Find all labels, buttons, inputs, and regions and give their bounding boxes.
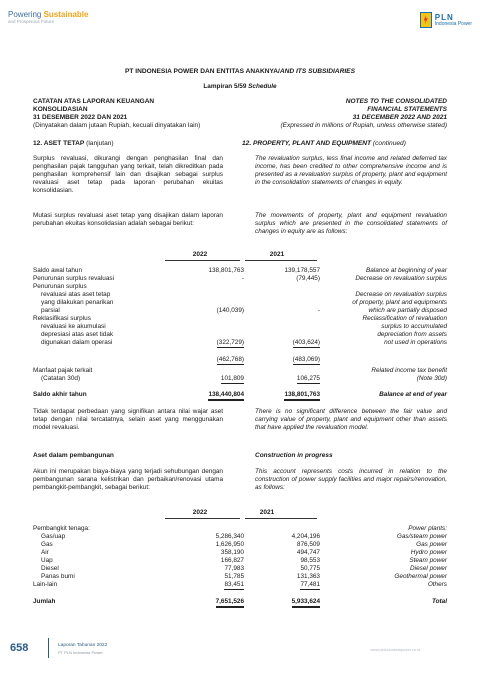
left-header-line3: 31 DESEMBER 2022 DAN 2021	[33, 114, 128, 121]
value-2021: 876,509	[296, 541, 320, 548]
table-row	[33, 581, 447, 589]
schedule-id: Lampiran 5/59	[203, 83, 249, 90]
brand-prefix: Powering	[8, 10, 44, 19]
row-label-en: Decrease on revaluation surplus	[355, 275, 447, 282]
schedule-title	[0, 83, 480, 90]
table-row	[33, 323, 447, 331]
brand-subtitle: and Prosperous Future	[8, 19, 55, 24]
year-header-2022: 2022	[192, 509, 208, 516]
section-heading-en	[242, 140, 406, 147]
table-row	[33, 331, 447, 339]
footer-divider	[48, 638, 49, 658]
table-row	[33, 367, 447, 375]
table-row	[33, 525, 447, 533]
value-2022: 5,286,340	[215, 533, 244, 540]
construction-heading-en: Construction in progress	[255, 452, 333, 459]
row-label-en: Reclassification of revaluation	[362, 315, 447, 322]
row-label: Reklasifikasi surplus	[33, 315, 91, 322]
row-label-en: Power plants:	[408, 525, 447, 532]
left-header-line4: (Dinyatakan dalam jutaan Rupiah, kecuali dinyatakan lain)	[33, 122, 201, 129]
right-header-line1: NOTES TO THE CONSOLIDATED	[345, 98, 447, 105]
value-2021: 5,933,624	[292, 598, 320, 608]
footer-report: Laporan Tahunan 2022	[58, 643, 108, 648]
schedule-en: Schedule	[248, 83, 277, 90]
section-note-en: (continued)	[371, 140, 406, 147]
value-2021: -	[317, 307, 320, 314]
value-2021: (483,069)	[292, 356, 320, 363]
value-2021: 139,178,557	[284, 267, 320, 274]
value-2021: 494,747	[296, 549, 320, 556]
value-2021: (403,624)	[292, 339, 320, 346]
row-label: Penurunan surplus	[33, 283, 87, 290]
logo-name: PLN	[434, 12, 454, 22]
row-label: Uap	[41, 557, 53, 564]
left-header-line2: KONSOLIDASIAN	[33, 106, 88, 113]
right-column-header	[237, 98, 447, 130]
row-label-en: of property, plant and equipments	[352, 299, 447, 306]
value-2021: 106,275	[296, 375, 320, 382]
row-label-en: Gas/steam power	[396, 533, 447, 540]
table-row	[33, 565, 447, 573]
row-label: parsial	[41, 307, 60, 314]
row-label: revaluasi ke akumulasi	[41, 323, 106, 330]
table-row	[33, 533, 447, 541]
section-heading-id	[33, 140, 114, 147]
row-label: Penurunan surplus revaluasi	[33, 275, 114, 282]
year-header-2021: 2021	[269, 251, 285, 258]
row-label: Panas bumi	[41, 573, 75, 580]
paragraph-3-id: Tidak terdapat perbedaan yang signifikan antara nilai wajar aset tetap dengan nilai tercatatnya, selain aset yang menggunakan model revaluasi.	[33, 408, 223, 431]
brand-emphasis: Sustainable	[43, 10, 89, 19]
logo-subtitle: Indonesia Power	[434, 20, 472, 27]
paragraph-3-en: There is no significant difference between the fair value and carrying value of property, plant and equipment other than assets that have applied the revaluation model.	[255, 408, 447, 431]
paragraph-1-en: The revaluation surplus, less final income and related deferred tax income, has been credited to other comprehensive income and is presented as a revaluation surplus of property, plant and equipment in the consolidation statements of changes in equity.	[255, 155, 447, 186]
paragraph-2-id: Mutasi surplus revaluasi aset tetap yang disajikan dalam laporan perubahan ekuitas konsolidasian adalah sebagai berikut:	[33, 212, 223, 227]
value-2022: 7,651,526	[216, 598, 244, 608]
title-id: PT INDONESIA POWER DAN ENTITAS ANAKNYA/	[125, 68, 280, 75]
value-2022: 138,801,763	[208, 267, 244, 274]
row-label: Gas/uap	[41, 533, 66, 540]
row-label: Saldo akhir tahun	[33, 391, 87, 398]
row-label: Saldo awal tahun	[33, 267, 83, 274]
row-label-en: which are partially disposed	[368, 307, 447, 314]
row-label-en: depreciation from assets	[377, 331, 447, 338]
table-row	[33, 573, 447, 581]
row-label-en: Hydro power	[410, 549, 447, 556]
table-row	[33, 283, 447, 291]
value-2022: (322,729)	[216, 339, 244, 346]
year-underline-2021	[245, 260, 317, 261]
row-label-en: Decrease on revaluation surplus	[355, 291, 447, 298]
value-2021: 138,801,763	[284, 391, 320, 401]
value-2022: (140,039)	[216, 307, 244, 314]
row-label-en: Balance at beginning of year	[365, 267, 447, 274]
row-label: Manfaat pajak terkait	[33, 367, 93, 374]
row-label: Gas	[41, 541, 53, 548]
value-2022: -	[241, 275, 244, 282]
value-2022: 83,451	[224, 581, 244, 588]
table-row	[33, 315, 447, 323]
paragraph-1-id: Surplus revaluasi, dikurangi dengan penghasilan final dan penghasilan pajak tangguhan yang terkait, telah dikreditkan pada penghasilan komprehensif lain dan disajikan sebagai surplus revaluasi aset tetap pada laporan perubahan ekuitas konsolidasian.	[33, 155, 223, 194]
row-label: Diesel	[41, 565, 59, 572]
row-label-en: Balance at end of year	[379, 391, 447, 398]
value-2021: 4,204,196	[291, 533, 320, 540]
row-label-en: Related income tax benefit	[371, 367, 447, 374]
section-note-id: (lanjutan)	[84, 140, 114, 147]
row-label: Pembangkit tenaga:	[33, 525, 90, 532]
section-title-id: 12. ASET TETAP	[33, 140, 85, 147]
construction-heading-id: Aset dalam pembangunan	[33, 452, 114, 459]
table-row	[33, 275, 447, 283]
row-label-en: Total	[431, 598, 447, 605]
value-2022: 51,785	[224, 573, 244, 580]
left-column-header	[33, 98, 243, 130]
page-number: 658	[10, 642, 29, 654]
footer-company: PT PLN Indonesia Power	[58, 650, 103, 655]
paragraph-4-en: This account represents costs incurred in relation to the construction of power supply facilities and major repairs/renovation, as follows:	[255, 468, 447, 491]
document-title	[0, 68, 480, 75]
value-2021: 77,481	[300, 581, 320, 588]
table-row	[33, 549, 447, 557]
value-2022: 77,983	[224, 565, 244, 572]
paragraph-2-en: The movements of property, plant and equipment revaluation surplus which are presented in the consolidated statements of changes in equity are as follows:	[255, 212, 447, 235]
row-label: Jumlah	[33, 598, 56, 605]
year-header-2022: 2022	[192, 251, 208, 258]
row-label: Air	[41, 549, 49, 556]
row-label-en: (Note 30d)	[416, 375, 447, 382]
value-2021: 50,775	[300, 565, 320, 572]
brand-tagline	[8, 11, 88, 25]
right-header-line4: (Expressed in millions of Rupiah, unless otherwise stated)	[280, 122, 447, 129]
paragraph-4-id: Akun ini merupakan biaya-biaya yang terjadi sehubungan dengan pembangunan sarana kelistrikan dan perbaikan/renovasi utama pembangkit-pembangkit, sebagai berikut:	[33, 468, 223, 491]
table-row	[33, 339, 447, 347]
table-row	[33, 291, 447, 299]
table-row	[33, 541, 447, 549]
row-label-en: Gas power	[416, 541, 447, 548]
row-label: digunakan dalam operasi	[41, 339, 113, 346]
row-label-en: Others	[427, 581, 447, 588]
table-row	[33, 375, 447, 383]
value-2022: 101,809	[220, 375, 244, 382]
footer-url: www.plnindonesiapower.co.id	[370, 648, 420, 652]
table-row	[33, 299, 447, 307]
table-row	[33, 307, 447, 315]
table-row	[33, 267, 447, 275]
value-2021: 98,553	[300, 557, 320, 564]
value-2022: 138,440,804	[208, 391, 244, 401]
pln-logo	[420, 12, 472, 28]
year-underline-2021	[245, 518, 317, 519]
year-header-2021: 2021	[259, 509, 275, 516]
value-2021: (79,445)	[296, 275, 320, 282]
right-header-line3: 31 DECEMBER 2022 AND 2021	[352, 114, 447, 121]
row-label: Lain-lain	[33, 581, 58, 588]
table-row	[33, 557, 447, 565]
row-label-en: not used in operations	[384, 339, 447, 346]
lightning-logo-icon	[420, 12, 432, 28]
value-2022: (462,768)	[216, 356, 244, 363]
year-underline-2022	[165, 518, 240, 519]
subtotal-row	[33, 356, 447, 364]
title-en: AND ITS SUBSIDIARIES	[279, 68, 355, 75]
row-label-en: Diesel power	[410, 565, 447, 572]
row-label-en: surplus to accumulated	[381, 323, 447, 330]
row-label: revaluasi atas aset tetap	[41, 291, 111, 298]
right-header-line2: FINANCIAL STATEMENTS	[367, 106, 447, 113]
value-2022: 166,827	[220, 557, 244, 564]
row-label-en: Geothermal power	[394, 573, 447, 580]
row-label: yang dilakukan penarikan	[41, 299, 114, 306]
row-label: depresiasi atas aset tidak	[41, 331, 114, 338]
row-label-en: Steam power	[409, 557, 447, 564]
section-title-en: 12. PROPERTY, PLANT AND EQUIPMENT	[242, 140, 372, 147]
year-underline-2022	[165, 260, 240, 261]
left-header-line1: CATATAN ATAS LAPORAN KEUANGAN	[33, 98, 155, 105]
total-row	[33, 598, 447, 606]
value-2021: 131,363	[296, 573, 320, 580]
value-2022: 358,190	[220, 549, 244, 556]
value-2022: 1,626,950	[215, 541, 244, 548]
total-row	[33, 391, 447, 399]
row-label: (Catatan 30d)	[41, 375, 81, 382]
